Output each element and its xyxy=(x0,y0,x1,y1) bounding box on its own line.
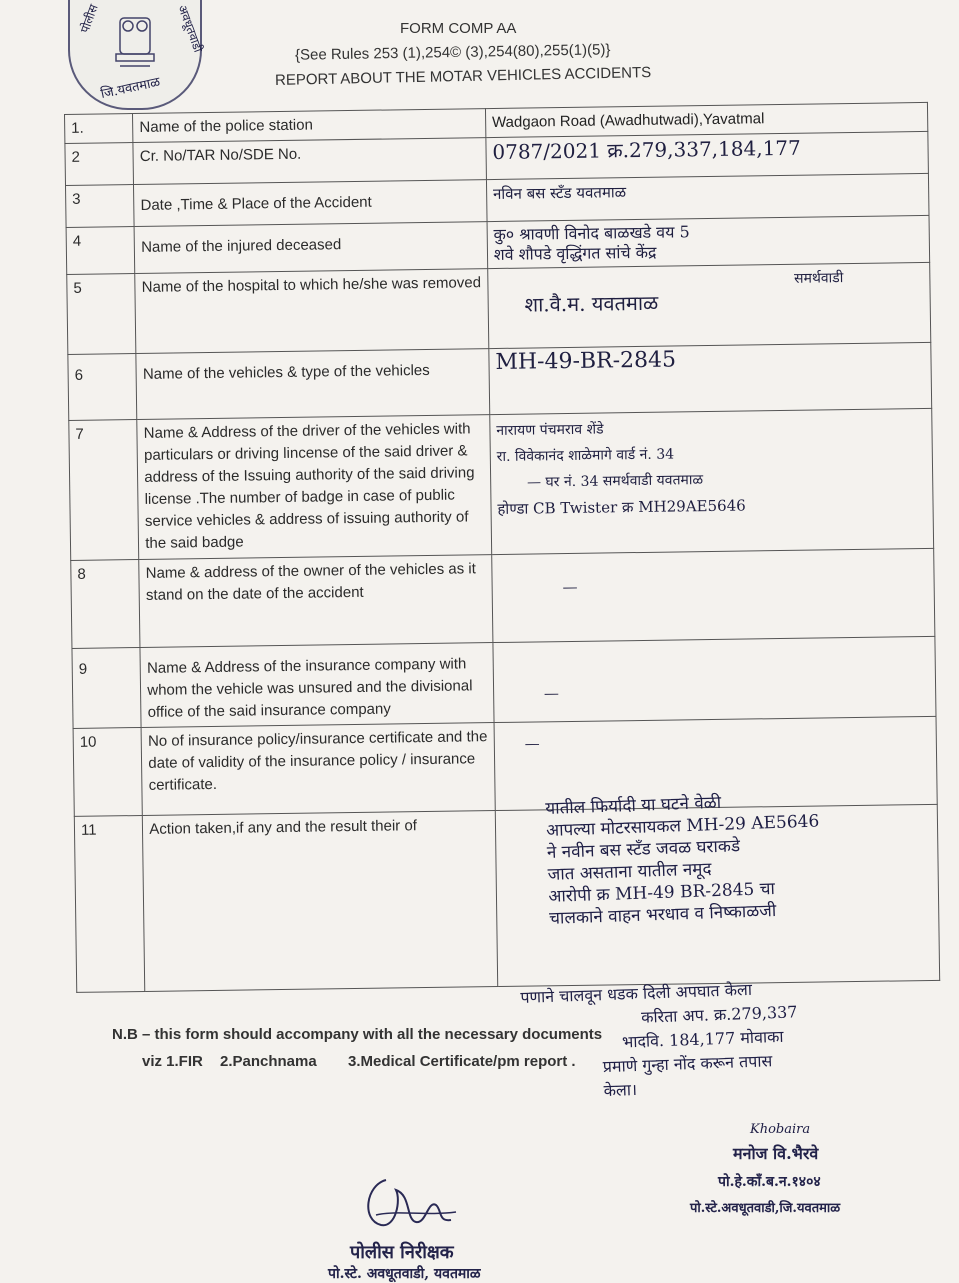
row-value xyxy=(488,262,931,348)
handwriting-line: पणाने चालवून धडक दिली अपघात केला xyxy=(520,979,753,1007)
inspector-signature-icon xyxy=(356,1160,466,1240)
handwriting-line: चालकाने वाहन भरधाव व निष्काळजी xyxy=(548,901,777,929)
nb-item-panchnama: 2.Panchnama xyxy=(220,1053,317,1070)
report-title: REPORT ABOUT THE MOTAR VEHICLES ACCIDENTS xyxy=(274,64,652,89)
row-number: 7 xyxy=(69,420,139,561)
row-number: 9 xyxy=(72,647,141,728)
table-row xyxy=(67,262,931,354)
row-value: Wadgaon Road (Awadhutwadi),Yavatmal xyxy=(485,102,928,137)
row-value: — xyxy=(493,636,936,722)
row-label: Name & Address of the insurance company with whom the vehicle was unsured and the divisional office of the said insurance company xyxy=(140,643,494,728)
handwriting-line: आरोपी क्र MH-49 BR-2845 चा xyxy=(548,879,776,907)
row-number: 2 xyxy=(65,143,134,186)
nb-item-fir: viz 1.FIR xyxy=(142,1053,203,1070)
row-number: 6 xyxy=(68,354,137,421)
row-label: Name of the injured deceased xyxy=(134,222,487,274)
nb-item-medical: 3.Medical Certificate/pm report . xyxy=(348,1053,576,1070)
driver-address: रा. विवेकानंद शाळेमागे वार्ड नं. 34 xyxy=(496,446,675,465)
row-label: Name of the police station xyxy=(133,109,486,143)
table-row xyxy=(68,342,932,420)
row-value xyxy=(487,215,930,268)
officer-signature: Khobaira xyxy=(750,1122,811,1137)
row-number: 4 xyxy=(66,227,135,275)
driver-address: — घर नं. 34 समर्थवाडी यवतमाळ xyxy=(526,472,704,491)
handwriting-line: भादवि. 184,177 मोवाका xyxy=(621,1026,784,1052)
row-value: — xyxy=(494,716,937,810)
row-number: 1. xyxy=(65,114,134,144)
officer-buckle-number: पो.हे.कॉं.ब.न.१४०४ xyxy=(718,1174,821,1190)
seal-text-left: पोलीस xyxy=(77,2,101,35)
row-number: 11 xyxy=(74,815,145,992)
row-number: 5 xyxy=(67,274,136,355)
handwriting-line: करिता अप. क्र.279,337 xyxy=(640,1002,798,1027)
rules-reference: {See Rules 253 (1),254© (3),254(80),255(1)(5)} xyxy=(294,41,611,64)
driver-name: नारायण पंचमराव शेंडे xyxy=(496,421,604,439)
row-label: Date ,Time & Place of the Accident xyxy=(134,180,487,227)
police-seal xyxy=(68,0,206,110)
row-label: Name & address of the owner of the vehicles as it stand on the date of the accident xyxy=(139,555,493,648)
injured-address-line: समर्थवाडी xyxy=(793,270,844,287)
row-number: 3 xyxy=(65,185,134,228)
vehicle-detail: होण्डा CB Twister क्र MH29AE5646 xyxy=(497,496,746,518)
handwriting-line: जात असताना यातील नमूद xyxy=(547,859,712,885)
row-value: नविन बस स्टॅंड यवतमाळ xyxy=(486,173,929,221)
row-label: Cr. No/TAR No/SDE No. xyxy=(133,138,486,185)
table-row xyxy=(71,548,935,648)
officer-station: पो.स्टे.अवधूतवाडी,जि.यवतमाळ xyxy=(690,1201,841,1216)
nb-note: N.B – this form should accompany with all the necessary documents xyxy=(112,1026,603,1043)
seal-text-right: अवधूतवाडी xyxy=(175,3,206,55)
table-row xyxy=(69,408,934,560)
handwriting-line: ने नवीन बस स्टॅंड जवळ घराकडे xyxy=(546,836,741,863)
row-label: No of insurance policy/insurance certificate and the date of validity of the insurance policy / insurance certificate. xyxy=(141,723,495,816)
handwriting-line: यातील फिर्यादी या घटने वेळी xyxy=(545,792,722,819)
row-label: Name of the vehicles & type of the vehicles xyxy=(136,349,489,420)
row-number: 8 xyxy=(71,559,140,648)
row-value: — xyxy=(492,548,935,642)
table-row xyxy=(72,636,936,728)
handwriting-line: केला। xyxy=(603,1079,638,1101)
handwriting-line: प्रमाणे गुन्हा नोंद करून तपास xyxy=(602,1051,773,1077)
action-taken-handwriting xyxy=(545,788,823,929)
row-value xyxy=(490,408,934,554)
row-value: MH-49-BR-2845 xyxy=(489,342,932,414)
inspector-station: पो.स्टे. अवधूतवाडी, यवतमाळ xyxy=(328,1266,481,1282)
row-label: Name & Address of the driver of the vehicles with particulars or driving lincense of the said driver & address of the Issuing authority of the said driving license .The number of badge in case of public service vehicles & address of issuing authority of the said badge xyxy=(137,415,491,560)
injured-name: कु० श्रावणी विनोद बाळखडे वय 5 xyxy=(493,222,690,245)
row-label: Action taken,if any and the result their of xyxy=(143,811,498,992)
officer-name: मनोज वि.भैरवे xyxy=(733,1144,819,1163)
inspector-title: पोलीस निरीक्षक xyxy=(350,1242,454,1263)
handwriting-line: आपल्या मोटरसायकल MH-29 AE5646 xyxy=(545,811,820,841)
form-title: FORM COMP AA xyxy=(400,20,517,37)
row-value: 0787/2021 क्र.279,337,184,177 xyxy=(486,131,929,179)
hospital-name: शा.वै.म. यवतमाळ xyxy=(524,290,659,317)
seal-text-bottom: जि.यवतमाळ xyxy=(99,74,162,103)
injured-address-line: शवे शौपडे वृद्धिंगत सांचे केंद्र xyxy=(493,242,657,265)
row-label: Name of the hospital to which he/she was removed xyxy=(135,269,489,354)
row-number: 10 xyxy=(73,727,142,816)
